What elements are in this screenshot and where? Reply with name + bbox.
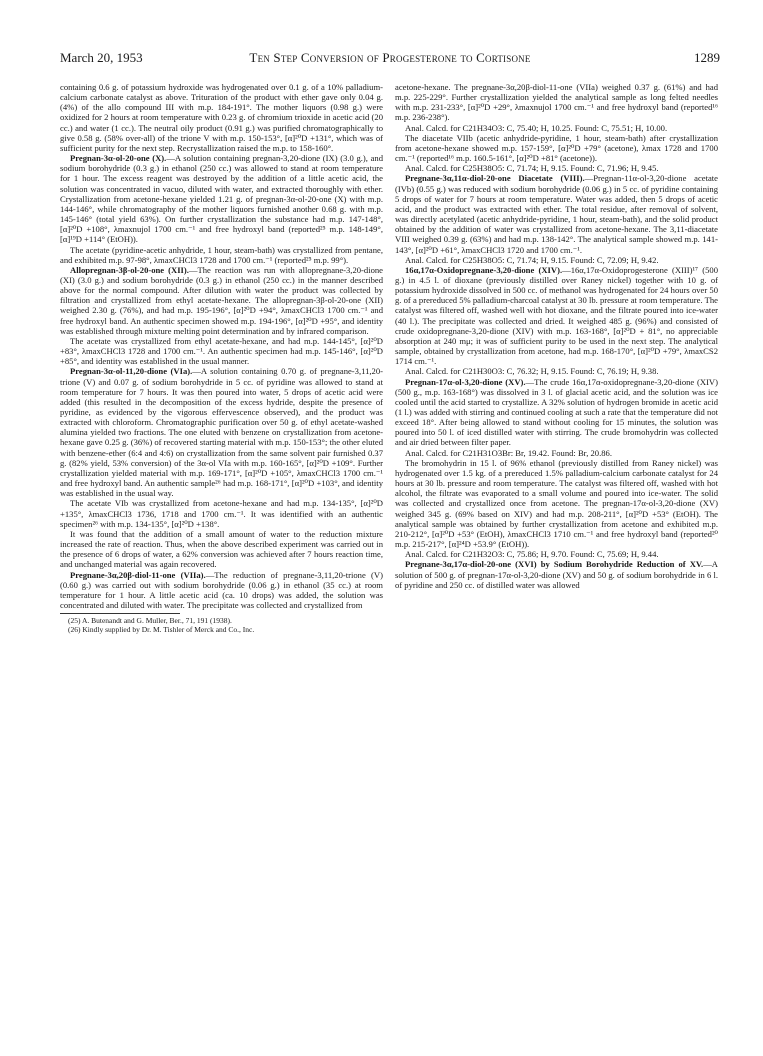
header-date: March 20, 1953 — [60, 50, 143, 65]
analysis-line: Anal. Calcd. for C25H38O5: C, 71.74; H, 9.15. Found: C, 71.96; H, 9.45. — [405, 163, 659, 174]
paragraph: The acetate (pyridine-acetic anhydride, 1 hour, steam-bath) was crystallized from pentane, and exhibited m.p. 97-98°, λmaxCHCl3 1728 and 1700 cm.⁻¹ (reported²⁵ m.p. 99°). — [60, 244, 383, 265]
paragraph: 16α,17α-Oxidopregnane-3,20-dione (XIV).—16α,17α-Oxidoprogesterone (XIII)¹⁷ (500 g.) in 4.5 l. of dioxane (previously distilled over Raney nickel) together with 10 g. of potassium hydroxide dissolved in 500 cc. of methanol was hydrogenated for 24 hours over 50 g. of a prereduced 5% palladium-charcoal catalyst at 30 lb. pressure at room temperature. The catalyst was filtered off, washed well with hot dioxane, and the filtrate poured into ice-water (40 l.). The precipitate was collected and dried. It weighed 485 g. (96%) and consisted of crude oxidopregnane-3,20-dione (XIV) with m.p. 163-168°, [α]²⁰D + 81°, no appreciable absorption at 240 mμ; it was of sufficient purity to be used in the next step. The analytical sample, obtained by crystallization from acetone, had m.p. 168-170°, [α]²⁰D +79°, λmaxCS2 1714 cm.⁻¹. — [395, 264, 718, 367]
footnote: (25) A. Butenandt and G. Muller, Ber., 71, 191 (1938). — [68, 616, 232, 626]
section-heading: Pregnane-3α,20β-diol-11-one (VIIa). — [70, 569, 206, 580]
paragraph: The bromohydrin in 15 l. of 96% ethanol (previously distilled from Raney nickel) was hydrogenated over 1.5 kg. of a prereduced 1.5% palladium-calcium carbonate catalyst for 24 hours at 30 lb. pressure and room temperature. The catalyst was filtered off, washed with hot alcohol, the filtrate was evaporated to a small volume and poured into ice-water. The solid was collected and crystallized once from acetone. The pregnan-17α-ol-3,20-dione (XV) weighed 345 g. (69% based on XIV) and had m.p. 208-211°, [α]²⁰D +53° (EtOH). The analytical sample was obtained by further crystallization from acetone and exhibited m.p. 210-212°, [α]²⁰D +53° (EtOH), λmaxCHCl3 1710 cm.⁻¹ and free hydroxyl band (reported²⁰ m.p. 215-217°, [α]²⁴D +53.9° (EtOH)). — [395, 457, 718, 550]
analysis-line: Anal. Calcd. for C25H38O5: C, 71.74; H, 9.15. Found: C, 72.09; H, 9.42. — [405, 254, 659, 265]
section-heading: Pregnan-3α-ol-11,20-dione (VIa). — [70, 366, 193, 377]
paragraph: Pregnan-3α-ol-11,20-dione (VIa).—A solution containing 0.70 g. of pregnane-3,11,20-trione (V) and 0.07 g. of sodium borohydride in 5 cc. of pyridine was allowed to stand at room temperature for 7 hours. It was then poured into water, 5 drops of acetic acid were added (this resulted in the decomposition of the excess hydride, despite the presence of pyridine, as evidenced by the vigorous effervescence observed), and the product was extracted with chloroform. Chromatographic purification over 50 g. of ethyl acetate-washed alumina yielded two fractions. The one eluted with benzene on crystallization from acetone-hexane gave 0.25 g. (36%) of recovered starting material with m.p. 150-153°; the other eluted with benzene-ether (6:4 and 4:6) on crystallization from the same solvent pair furnished 0.37 g. (82% yield, 53% conversion) of the 3α-ol VIa with m.p. 160-165°, [α]²⁰D +109°. Further crystallization yielded material with m.p. 169-171°, [α]²⁰D +105°, λmaxCHCl3 1700 cm.⁻¹ and free hydroxyl band. An authentic sample²⁶ had m.p. 168-171°, [α]²⁰D +103°, and identity was established in the usual way. — [60, 366, 383, 499]
paragraph: The acetate VIb was crystallized from acetone-hexane and had m.p. 134-135°, [α]²⁰D +135°, λmaxCHCl3 1736, 1718 and 1700 cm.⁻¹. It was identified with an authentic specimen²⁶ with m.p. 134-135°, [α]²⁰D +138°. — [60, 498, 383, 529]
left-column — [60, 82, 383, 1027]
paragraph: Pregnane-3α,17α-diol-20-one (XVI) by Sodium Borohydride Reduction of XV.—A solution of 500 g. of pregnan-17α-ol-3,20-dione (XV) and 50 g. of sodium borohydride in 6 l. of pyridine and 250 cc. of distilled water was allowed — [395, 559, 718, 590]
paragraph: It was found that the addition of a small amount of water to the reduction mixture increased the rate of reaction. Thus, when the above described experiment was carried out in the presence of 6 drops of water, a 62% conversion was achieved after 7 hours reaction time, and unchanged material was again recovered. — [60, 528, 383, 570]
running-header — [60, 50, 720, 68]
section-heading: 16α,17α-Oxidopregnane-3,20-dione (XIV). — [405, 264, 563, 275]
footnote: (26) Kindly supplied by Dr. M. Tishler of Merck and Co., Inc. — [68, 625, 255, 635]
paragraph: Pregnan-3α-ol-20-one (X).—A solution containing pregnan-3,20-dione (IX) (3.0 g.), and sodium borohydride (0.3 g.) in ethanol (250 cc.) was allowed to stand at room temperature for 1 hour. The excess reagent was destroyed by the addition of a little acetic acid, the solution was concentrated in vacuo, diluted with water, and extracted thoroughly with ether. Crystallization from acetone-hexane yielded 1.21 g. of pregnan-3α-ol-20-one (X) with m.p. 144-146°, while chromatography of the mother liquors furnished another 0.68 g. with m.p. 145-146° (total yield 63%). On further crystallization the substance had m.p. 147-148°, [α]²⁰D +108°, λmaxnujol 1700 cm.⁻¹ and free hydroxyl band (reported²⁵ m.p. 148-149°, [α]¹⁹D +114° (EtOH)). — [60, 153, 383, 245]
paragraph: containing 0.6 g. of potassium hydroxide was hydrogenated over 0.1 g. of a 10% palladium-calcium carbonate catalyst as above. Trituration of the product with ether gave only 0.04 g. (4%) of the allo compound III with m.p. 184-191°. The mother liquors (0.98 g.) were oxidized for 2 hours at room temperature with 0.23 g. of chromium trioxide in acetic acid (20 cc.) and water (1 cc.). The neutral oily product (0.91 g.) was purified chromatographically to give 0.58 g. (58% over-all) of the trione V with m.p. 150-153°, [α]²⁰D +131°, which was of sufficient purity for the next step. Recrystallization raised the m.p. to 158-160°. — [60, 82, 383, 153]
analysis-line: Anal. Calcd. for C21H31O3Br: Br, 19.42. Found: Br, 20.86. — [405, 447, 612, 458]
section-heading: Pregnan-3α-ol-20-one (X). — [70, 153, 167, 164]
header-title: Ten Step Conversion of Progesterone to Cortisone — [249, 50, 531, 65]
analysis-line: Anal. Calcd. for C21H30O3: C, 76.32; H, 9.15. Found: C, 76.19; H, 9.38. — [405, 366, 659, 377]
paragraph: Pregnan-17α-ol-3,20-dione (XV).—The crude 16α,17α-oxidopregnane-3,20-dione (XIV) (500 g., m.p. 163-168°) was dissolved in 3 l. of glacial acetic acid, and the solution was ice cooled until the acid started to crystallize. A 32% solution of hydrogen bromide in acetic acid (1 l.) was added with stirring and continued cooling at such a rate that the temperature did not exceed 18°. After being allowed to stand without cooling for 15 minutes, the solution was poured into 50 l. of iced distilled water with stirring. The crude bromohydrin was collected and air dried between filter paper. — [395, 376, 718, 448]
paragraph: Allopregnan-3β-ol-20-one (XII).—The reaction was run with allopregnane-3,20-dione (XI) (3.0 g.) and sodium borohydride (0.3 g.) in ethanol (250 cc.) in the manner described above for the normal compound. After dilution with water the product was collected by filtration and crystallized from ethyl acetate-hexane. The allopregnan-3β-ol-20-one (XII) weighed 2.30 g. (76%), and had m.p. 195-196°, [α]²⁰D +94°, λmaxCHCl3 1700 cm.⁻¹ and free hydroxyl band. An authentic specimen showed m.p. 194-196°, [α]²⁰D +95°, and identity was established through mixture melting point determination and by infrared comparison. — [60, 264, 383, 336]
page-number: 1289 — [694, 50, 720, 65]
paragraph: The diacetate VIIb (acetic anhydride-pyridine, 1 hour, steam-bath) after crystallization from acetone-hexane showed m.p. 157-159°, [α]²⁰D +79° (acetone), λmax 1728 and 1700 cm.⁻¹ (reported¹⁶ m.p. 160.5-161°, [α]²⁰D +81° (acetone)). — [395, 132, 718, 164]
paragraph: acetone-hexane. The pregnane-3α,20β-diol-11-one (VIIa) weighed 0.37 g. (61%) and had m.p. 225-229°. Further crystallization yielded the analytical sample as long felted needles with m.p. 231-233°, [α]²⁰D +29°, λmaxnujol 1700 cm.⁻¹ and free hydroxyl band (reported¹⁶ m.p. 236-238°). — [395, 82, 718, 123]
analysis-line: Anal. Calcd. for C21H32O3: C, 75.86; H, 9.70. Found: C, 75.69; H, 9.44. — [405, 549, 659, 560]
section-heading: Allopregnan-3β-ol-20-one (XII). — [70, 264, 189, 275]
right-column — [395, 82, 718, 1027]
paragraph: Pregnane-3α,11α-diol-20-one Diacetate (VIII).—Pregnan-11α-ol-3,20-dione acetate (IVb) (0.55 g.) was reduced with sodium borohydride (0.06 g.) in 5 cc. of pyridine containing 5 drops of water for 7 hours at room temperature. Water was added, then 5 drops of acetic acid, and the product was extracted with ether. The total residue, after removal of solvent, was directly acetylated (acetic anhydride-pyridine, 1 hour, steam-bath), and the solid product obtained by the addition of water was crystallized from acetone-hexane. The 3,11-diacetate VIII weighed 0.39 g. (63%) and had m.p. 138-142°. The analytical sample showed m.p. 141-143°, [α]²⁰D +61°, λmaxCHCl3 1720 and 1700 cm.⁻¹. — [395, 173, 718, 255]
section-heading: Pregnane-3α,11α-diol-20-one Diacetate (VIII). — [405, 173, 585, 184]
section-heading: Pregnane-3α,17α-diol-20-one (XVI) by Sodium Borohydride Reduction of XV. — [405, 559, 704, 570]
footnote-rule — [60, 613, 180, 614]
paragraph: Pregnane-3α,20β-diol-11-one (VIIa).—The reduction of pregnane-3,11,20-trione (V) (0.60 g.) was carried out with sodium borohydride (0.06 g.) in ethanol (35 cc.) at room temperature for 1 hour. A little acetic acid (ca. 10 drops) was added, the solution was concentrated and diluted with water. The precipitate was collected and crystallized from — [60, 569, 383, 610]
analysis-line: Anal. Calcd. for C21H34O3: C, 75.40; H, 10.25. Found: C, 75.51; H, 10.00. — [405, 122, 668, 133]
paragraph: The acetate was crystallized from ethyl acetate-hexane, and had m.p. 144-145°, [α]²⁰D +83°, λmaxCHCl3 1728 and 1700 cm.⁻¹. An authentic specimen had m.p. 145-146°, [α]²⁰D +85°, and identity was established in the usual manner. — [60, 335, 383, 367]
section-heading: Pregnan-17α-ol-3,20-dione (XV). — [405, 376, 526, 387]
